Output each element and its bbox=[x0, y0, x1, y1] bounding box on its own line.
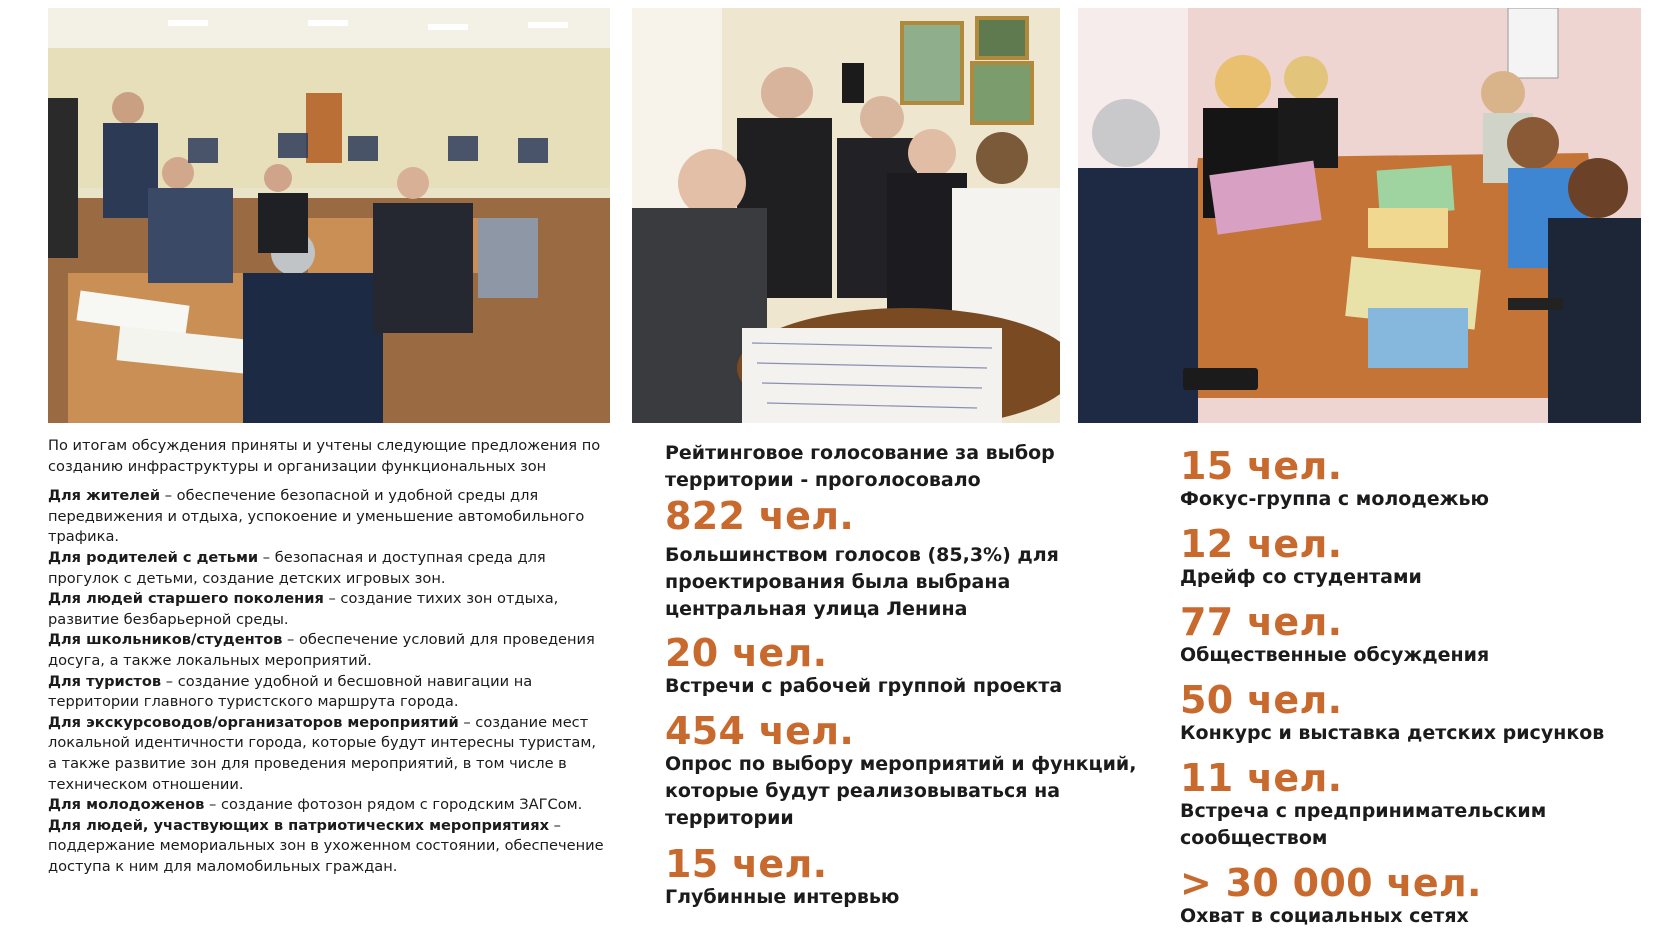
proposals-list bbox=[48, 486, 608, 877]
stat-label: Дрейф со студентами bbox=[1180, 566, 1422, 588]
stat-block bbox=[665, 633, 1145, 700]
proposal-text: – обеспечение безопасной и удобной среды для передвижения и отдыха, успокоение и уменьшение автомобильного трафика. bbox=[48, 487, 585, 546]
proposal-group: Для родителей с детьми bbox=[48, 548, 259, 566]
voting-intro: Рейтинговое голосование за выбор территории - проголосовало bbox=[665, 442, 1055, 491]
stat-label: Большинством голосов (85,3%) для проектирования была выбрана центральная улица Ленина bbox=[665, 544, 1059, 620]
proposal-group: Для туристов bbox=[48, 672, 162, 690]
participation-stats-column bbox=[1180, 446, 1680, 930]
stat-block bbox=[1180, 680, 1680, 747]
proposal-item bbox=[48, 589, 608, 630]
proposal-item bbox=[48, 672, 608, 713]
stat-block bbox=[1180, 524, 1680, 591]
proposal-group: Для экскурсоводов/организаторов мероприятий bbox=[48, 713, 459, 731]
stat-block bbox=[665, 496, 1145, 623]
proposal-item bbox=[48, 795, 608, 816]
stat-label: Охват в социальных сетях bbox=[1180, 905, 1469, 927]
proposal-item bbox=[48, 713, 608, 795]
proposal-text: – создание фотозон рядом с городским ЗАГСом. bbox=[204, 796, 583, 814]
stat-label: Общественные обсуждения bbox=[1180, 644, 1490, 666]
stat-value: 11 чел. bbox=[1180, 756, 1343, 800]
proposals-column bbox=[48, 436, 608, 877]
stat-label: Глубинные интервью bbox=[665, 886, 900, 908]
proposal-group: Для жителей bbox=[48, 487, 161, 505]
proposal-group: Для школьников/студентов bbox=[48, 631, 283, 649]
proposal-item bbox=[48, 548, 608, 589]
stat-value: 77 чел. bbox=[1180, 600, 1343, 644]
stat-label: Опрос по выбору мероприятий и функций, которые будут реализовываться на территории bbox=[665, 753, 1137, 829]
proposals-intro: По итогам обсуждения приняты и учтены следующие предложения по созданию инфраструктуры и организации функциональных зон bbox=[48, 437, 601, 475]
stat-label: Фокус-группа с молодежью bbox=[1180, 488, 1489, 510]
proposal-item bbox=[48, 816, 608, 878]
proposal-group: Для людей, участвующих в патриотических мероприятиях bbox=[48, 816, 549, 834]
stat-value: 15 чел. bbox=[1180, 444, 1343, 488]
proposal-text: – создание мест локальной идентичности города, которые будут интересны туристам, а также развитие зон для проведения мероприятий, в том числе в техническом отношении. bbox=[48, 713, 597, 793]
stat-label: Конкурс и выставка детских рисунков bbox=[1180, 722, 1605, 744]
meeting-hall-photo bbox=[48, 8, 610, 423]
proposal-text: – обеспечение условий для проведения досуга, а также локальных мероприятий. bbox=[48, 631, 595, 669]
stat-value: 454 чел. bbox=[665, 709, 855, 753]
stat-value: 15 чел. bbox=[665, 842, 828, 886]
stat-block bbox=[1180, 758, 1680, 852]
stat-label: Встречи с рабочей группой проекта bbox=[665, 675, 1063, 697]
proposal-group: Для молодоженов bbox=[48, 796, 205, 814]
proposal-group: Для людей старшего поколения bbox=[48, 590, 324, 608]
stat-value: 20 чел. bbox=[665, 631, 828, 675]
stat-block bbox=[1180, 446, 1680, 513]
stat-block bbox=[1180, 602, 1680, 669]
students-workshop-photo bbox=[632, 8, 1060, 423]
stat-value: 822 чел. bbox=[665, 494, 855, 538]
proposal-text: – поддержание мемориальных зон в ухоженном состоянии, обеспечение доступа к ним для маломобильных граждан. bbox=[48, 816, 604, 875]
proposal-item bbox=[48, 486, 608, 548]
stat-label: Встреча с предпринимательским сообществом bbox=[1180, 800, 1547, 849]
drawings-table-photo bbox=[1078, 8, 1641, 423]
proposal-text: – безопасная и доступная среда для прогулок с детьми, создание детских игровых зон. bbox=[48, 548, 546, 587]
proposal-text: – создание удобной и бесшовной навигации на территории главного туристского маршрута города. bbox=[48, 672, 533, 711]
stat-block bbox=[665, 711, 1145, 832]
stat-block bbox=[1180, 863, 1680, 930]
stat-value: > 30 000 чел. bbox=[1180, 861, 1482, 905]
proposal-item bbox=[48, 630, 608, 671]
proposal-text: – создание тихих зон отдыха, развитие безбарьерной среды. bbox=[48, 590, 559, 628]
stat-value: 12 чел. bbox=[1180, 522, 1343, 566]
voting-stats-column bbox=[665, 440, 1145, 911]
stat-block bbox=[665, 844, 1145, 911]
stat-value: 50 чел. bbox=[1180, 678, 1343, 722]
